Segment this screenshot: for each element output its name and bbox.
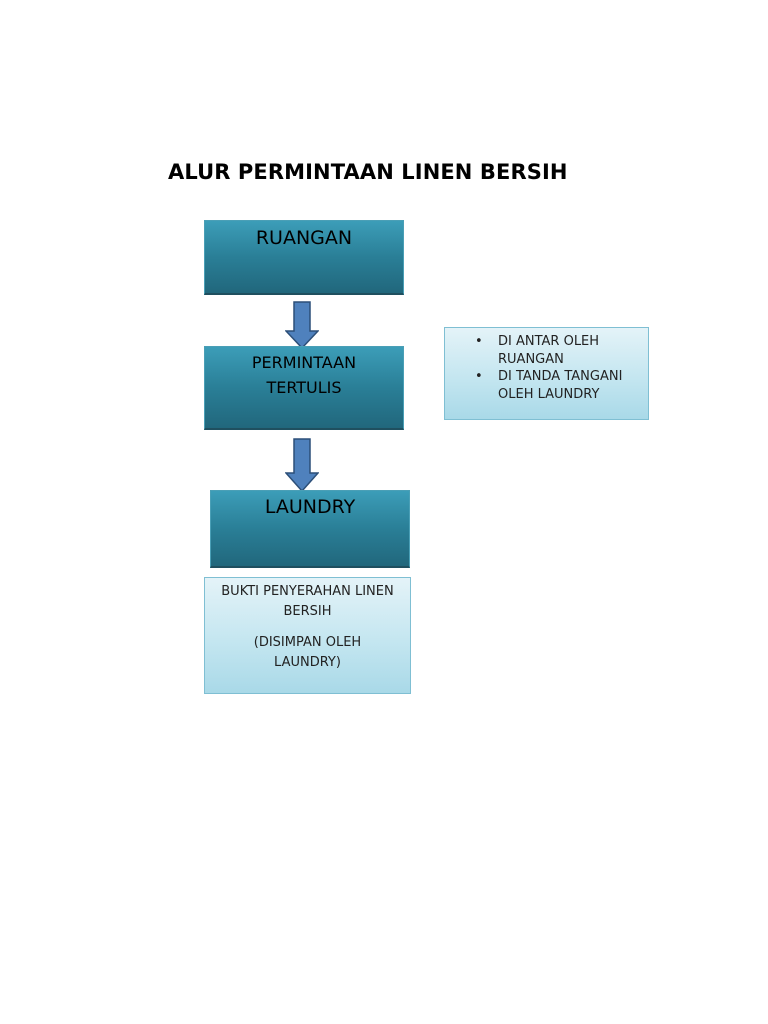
note-box (444, 327, 649, 420)
note-item-line: DI TANDA TANGANI (498, 369, 623, 384)
bukti-paragraph (209, 582, 406, 622)
note-item-line: OLEH LAUNDRY (498, 386, 600, 402)
step-label-laundry: LAUNDRY (264, 496, 356, 518)
note-item-line: RUANGAN (498, 351, 564, 367)
bukti-line: BERSIH (283, 604, 332, 619)
bullet-icon: • (475, 334, 483, 349)
bukti-line: (DISIMPAN OLEH (253, 635, 362, 650)
step-label-line: PERMINTAAN (251, 353, 357, 372)
step-box-permintaan-tertulis (204, 346, 404, 430)
bukti-line: LAUNDRY) (274, 655, 341, 670)
down-arrow-icon (285, 438, 319, 492)
note-list-item (475, 333, 642, 368)
bukti-line: BUKTI PENYERAHAN LINEN (221, 584, 394, 599)
down-arrow-icon (285, 301, 319, 349)
bukti-box (204, 577, 411, 694)
step-label-permintaan-tertulis (205, 350, 403, 400)
bullet-icon: • (475, 369, 483, 384)
note-item-line: DI ANTAR OLEH (498, 334, 600, 349)
bukti-note-paragraph (209, 633, 406, 673)
step-label-ruangan: RUANGAN (255, 227, 353, 249)
note-list-item (475, 368, 642, 403)
step-box-laundry (210, 490, 410, 568)
step-label-line: TERTULIS (266, 378, 342, 397)
diagram-title: ALUR PERMINTAAN LINEN BERSIH (168, 160, 568, 184)
note-list (475, 333, 642, 403)
step-box-ruangan (204, 220, 404, 295)
